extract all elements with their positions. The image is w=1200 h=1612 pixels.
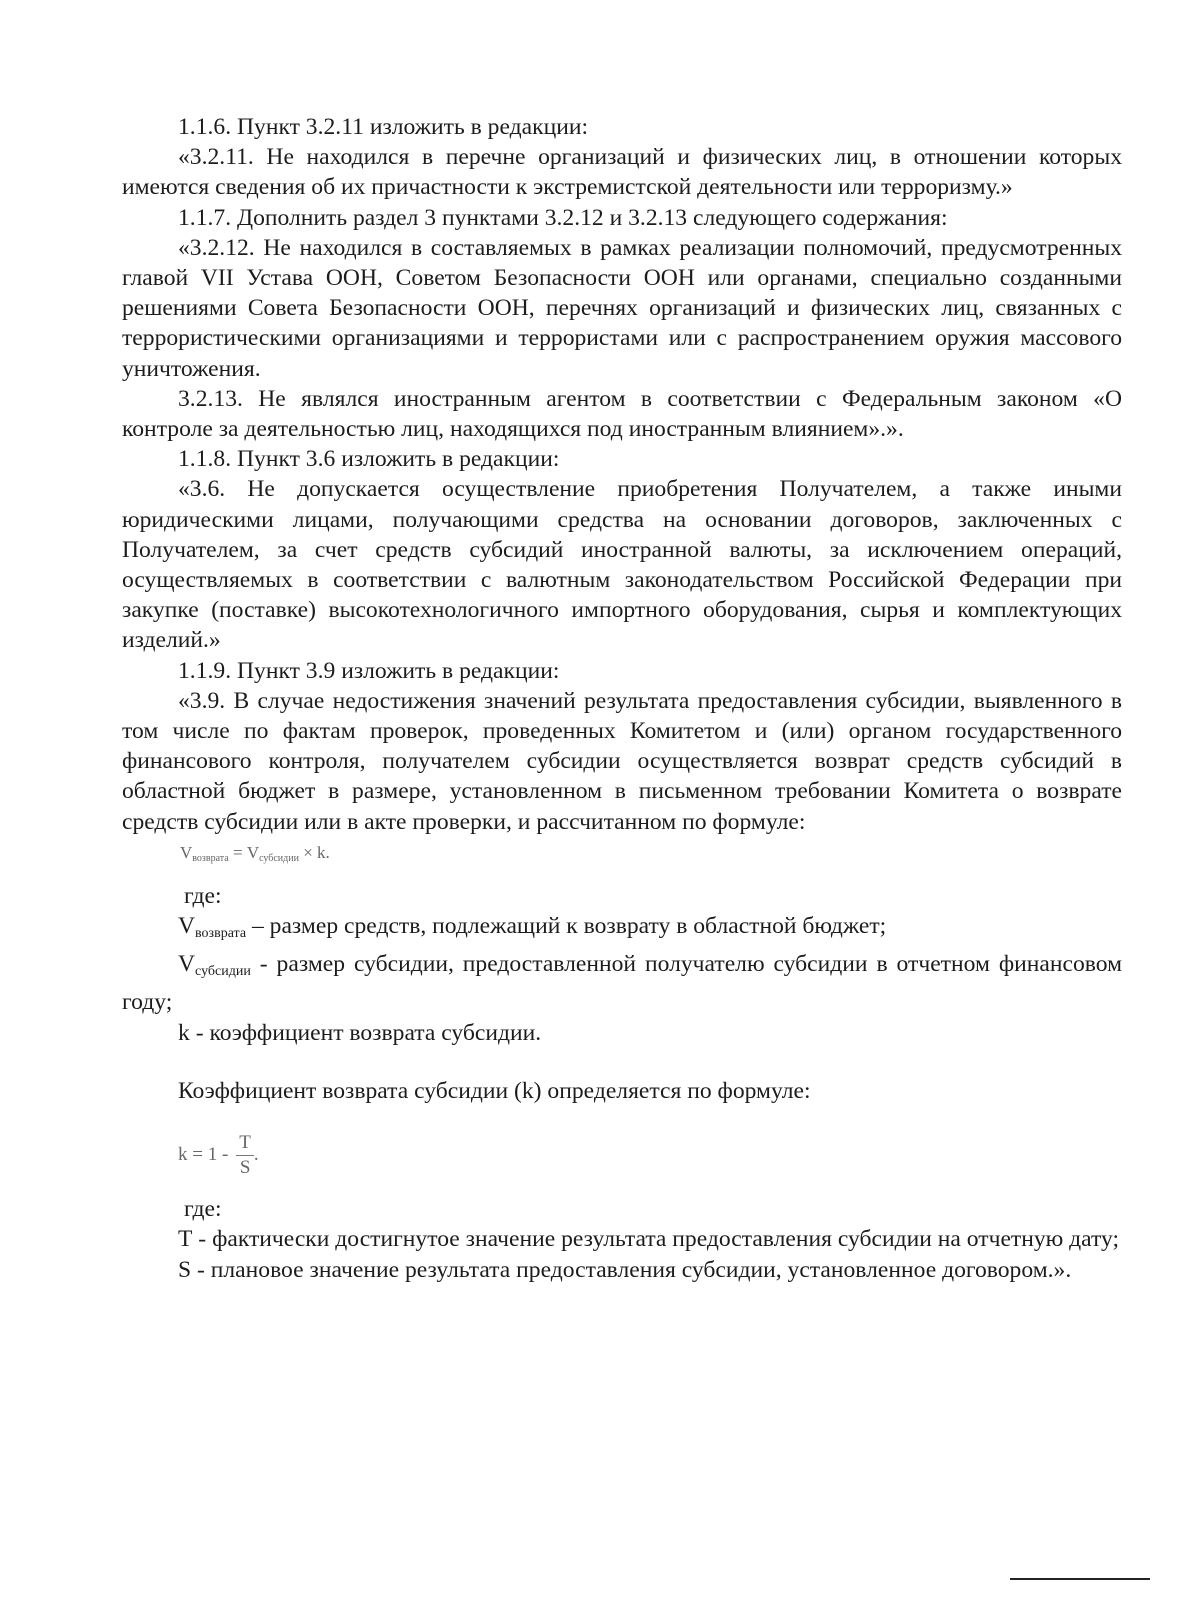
kformula-lhs: k = 1 - — [178, 1143, 229, 1165]
spacer — [122, 1048, 1122, 1076]
kformula-denominator: S — [239, 1156, 251, 1178]
formula-eq: = — [228, 842, 247, 862]
var-v-return-text: – размер средств, подлежащий к возврату в областной бюджет; — [246, 913, 887, 940]
var-s: S - плановое значение результата предоставления субсидии, установленное договором.». — [178, 1256, 1072, 1283]
var-t: Т - фактически достигнутое значение результата предоставления субсидии на отчетную дату; — [178, 1226, 1120, 1253]
kformula-tail: . — [253, 1143, 259, 1165]
var-v-return-sub: возврата — [195, 926, 247, 942]
paragraph-1-1-6: 1.1.6. Пункт 3.2.11 изложить в редакции: — [178, 114, 589, 140]
formula-lhs: V — [180, 842, 193, 862]
var-k: k - коэффициент возврата субсидии. — [178, 1019, 542, 1046]
paragraph-3-2-13: 3.2.13. Не являлся иностранным агентом в соответствии с Федеральным законом «О контроле за деятельностью лиц, находящихся под иностранным влиянием».». — [122, 385, 1122, 443]
var-v-subsidy-text: - размер субсидии, предоставленной получателю субсидии в отчетном финансовом году; — [122, 951, 1122, 1016]
where-label-2: где: — [184, 1196, 222, 1223]
paragraph-3-2-12: «3.2.12. Не находился в составляемых в рамках реализации полномочий, предусмотренных главой VII Устава ООН, Советом Безопасности ООН или органами, специально созданными решениями Совета Безопасности ООН, перечнях организаций и физических лиц, связанных с террористическими организациями и террористами или с распространением оружия массового уничтожения. — [122, 234, 1122, 382]
paragraph-3-9: «3.9. В случае недостижения значений результата предоставления субсидии, выявленного в том числе по фактам проверок, проведенных Комитетом и (или) органом государственного финансового контроля, получателем субсидии осуществляется возврат средств субсидий в областной бюджет в размере, установленном в письменном требовании Комитета о возврате средств субсидии или в акте проверки, и рассчитанном по формуле: — [122, 687, 1122, 835]
coefficient-formula — [178, 1126, 1122, 1184]
paragraph-1-1-9: 1.1.9. Пункт 3.9 изложить в редакции: — [178, 657, 560, 684]
paragraph-1-1-8: 1.1.8. Пункт 3.6 изложить в редакции: — [178, 446, 560, 473]
paragraph-3-2-11: «3.2.11. Не находился в перечне организаций и физических лиц, в отношении которых имеются сведения об их причастности к экстремистской деятельности или терроризму.» — [122, 144, 1122, 201]
var-v-return — [122, 911, 1122, 949]
formula-lhs-sub: возврата — [192, 852, 229, 864]
var-v-return-symbol: V — [178, 913, 196, 940]
return-formula — [180, 841, 1122, 871]
paragraph-3-6: «3.6. Не допускается осуществление приобретения Получателем, а также иными юридическими лицами, получающими средства на основании договоров, заключенных с Получателем, за счет средств субсидий иностранной валюты, за исключением операций, осуществляемых в соответствии с валютным законодательством Российской Федерации при закупке (поставке) высокотехнологичного импортного оборудования, сырья и комплектующих изделий.» — [122, 476, 1122, 654]
formula-rhs-sub: субсидии — [259, 852, 299, 864]
formula-rhs: V — [246, 842, 260, 862]
signature-line — [1010, 1578, 1150, 1580]
var-v-subsidy-sub: субсидии — [195, 964, 251, 980]
kformula-fraction — [236, 1131, 254, 1180]
coefficient-intro: Коэффициент возврата субсидии (k) определяется по формуле: — [178, 1077, 811, 1104]
var-v-subsidy-symbol: V — [178, 951, 196, 978]
where-label-1: где: — [184, 882, 222, 909]
document-page — [122, 112, 1122, 1285]
formula-tail: × k. — [298, 842, 330, 862]
var-v-subsidy — [122, 949, 1122, 1017]
paragraph-1-1-7: 1.1.7. Дополнить раздел 3 пунктами 3.2.12 и 3.2.13 следующего содержания: — [178, 204, 948, 231]
kformula-numerator: T — [236, 1131, 254, 1156]
